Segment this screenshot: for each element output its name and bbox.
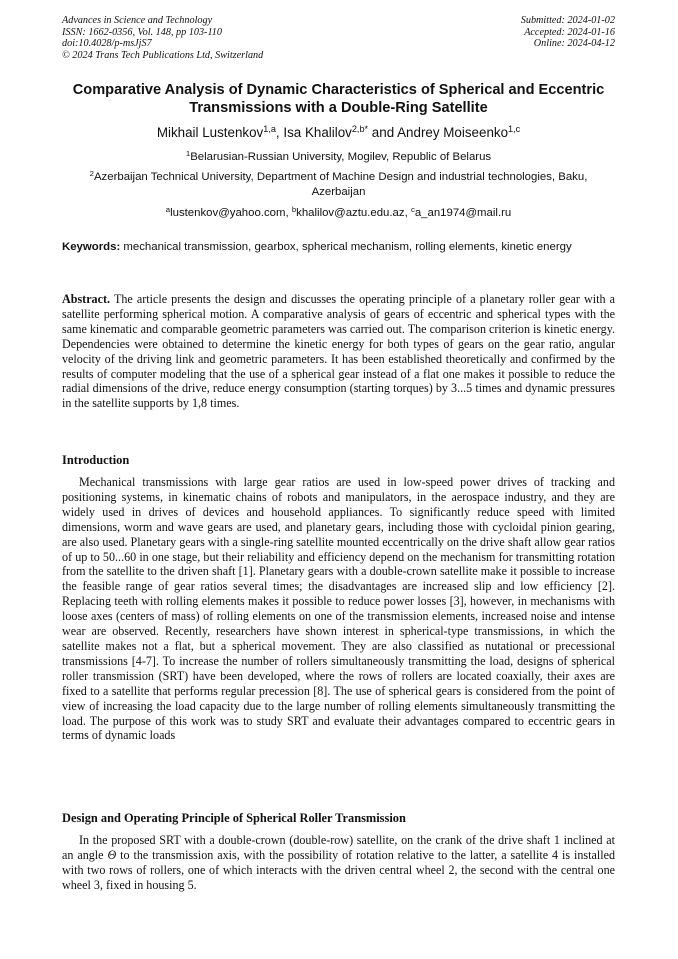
paper-title: Comparative Analysis of Dynamic Characteristics of Spherical and Eccentric Transmissions with a Double-Ring Satellite xyxy=(72,82,605,116)
design-text-part-2: to the transmission axis, with the possibility of rotation relative to the latter, a satellite 4 is installed with two rows of rollers, one of which interacts with the driven central wheel 2, the second with the central one wheel 3, fixed in housing 5. xyxy=(62,847,615,892)
author-separator: and xyxy=(368,125,398,140)
author-separator: , xyxy=(275,125,284,140)
email-address[interactable]: a_an1974@mail.ru xyxy=(414,207,512,219)
email-separator: , xyxy=(404,207,411,219)
affiliation-mark: 2 xyxy=(89,168,94,178)
abstract-text: The article presents the design and discusses the operating principle of a planetary roller gear with a satellite performing spherical motion. A comparative analysis of gears of eccentric and spherical types with the same kinematic and comparable geometric parameters was carried out. The comparison criterion is kinetic energy. Dependencies were obtained to determine the kinetic energy for both types of gears on the gear ratio, angular velocity of the driving link and geometric parameters. It has been established theoretically and confirmed by the results of computer modeling that the use of a spherical gear instead of a flat one makes it possible to reduce the radial dimensions of the drive, reduce energy consumption (starting torques) by 3...5 times and dynamic pressures in the satellite supports by 1,8 times. xyxy=(62,292,615,411)
email-mark: b xyxy=(291,204,297,214)
email-address[interactable]: lustenkov@yahoo.com xyxy=(170,207,286,219)
keywords-text: mechanical transmission, gearbox, spherical mechanism, rolling elements, kinetic energy xyxy=(123,241,572,253)
author-name: Isa Khalilov xyxy=(283,125,352,140)
online-date: Online: 2024-04-12 xyxy=(533,38,615,50)
journal-header-right xyxy=(521,15,615,50)
affiliation-text: Azerbaijan Technical University, Department of Machine Design and industrial technologies, Baku, Azerbaijan xyxy=(93,171,588,198)
author-name: Mikhail Lustenkov xyxy=(156,125,264,140)
doi-line: doi:10.4028/p-msJjS7 xyxy=(62,38,152,50)
author-emails xyxy=(62,206,615,221)
author-list xyxy=(62,124,615,141)
issn-line: ISSN: 1662-0356, Vol. 148, pp 103-110 xyxy=(62,26,222,38)
theta-symbol: Θ xyxy=(107,847,117,862)
email-mark: a xyxy=(165,204,171,214)
author-name: Andrey Moiseenko xyxy=(397,125,509,140)
design-paragraph xyxy=(62,833,615,893)
introduction-paragraph: Mechanical transmissions with large gear ratios are used in low-speed power drives of tracking and positioning systems, in kinematic chains of robots and manipulators, in the aerospace industry, and they are widely used in drives of devices and household appliances. To significantly reduce speed with limited dimensions, worm and wave gears are used, and planetary gears, including those with cycloidal pinion gearing, are also used. Planetary gears with a single-ring satellite mounted eccentrically on the drive shaft allow gear ratios of up to 50...60 in one stage, but their reliability and efficiency depend on the mechanism for transmitting rotation from the satellite to the driven shaft [1]. Planetary gears with a double-crown satellite make it possible to increase the feasible range of gear ratios several times; the disadvantages are increased slip and low efficiency [2]. Replacing teeth with rolling elements makes it possible to reduce power losses [3], however, in mechanisms with loose axes (centers of mass) of rolling elements on one of the transmission elements, increased noise and intense wear are observed. Recently, researchers have shown interest in spherical-type transmissions, in which the satellite makes not a flat, but a spherical movement. They are also classified as nutational or precessional transmissions [4-7]. To increase the number of rollers simultaneously transmitting the load, designs of spherical roller transmission (SRT) have been developed, where the rows of rollers are located coaxially, their axes are fixed to a satellite that performs regular precession [8]. The use of spherical gears is considered from the point of view of increasing the load capacity due to the large number of rolling elements simultaneously transmitting the load. The purpose of this work was to study SRT and evaluate their advantages compared to eccentric gears in terms of dynamic loads xyxy=(62,475,615,743)
design-text-part-1: In the proposed SRT with a double-crown (double-row) satellite, on the crank of the drive shaft 1 inclined at an angle xyxy=(62,833,615,862)
author-affiliation-mark: 1,a xyxy=(263,124,276,134)
design-section-heading: Design and Operating Principle of Spherical Roller Transmission xyxy=(62,811,406,825)
author-affiliation-mark: 1,c xyxy=(508,124,521,134)
keywords-paragraph xyxy=(62,240,615,254)
affiliation-text: Belarusian-Russian University, Mogilev, Republic of Belarus xyxy=(190,151,492,163)
journal-header-left xyxy=(62,15,263,61)
submitted-date: Submitted: 2024-01-02 xyxy=(520,15,615,26)
affiliation-2 xyxy=(62,170,615,200)
journal-name: Advances in Science and Technology xyxy=(62,15,213,26)
copyright-line: © 2024 Trans Tech Publications Ltd, Switzerland xyxy=(62,49,264,61)
abstract-paragraph xyxy=(62,292,615,411)
email-separator: , xyxy=(285,207,292,219)
introduction-heading: Introduction xyxy=(62,453,130,467)
keywords-label: Keywords: xyxy=(62,241,121,253)
affiliation-1 xyxy=(62,150,615,165)
email-mark: c xyxy=(410,204,415,214)
abstract-label: Abstract. xyxy=(62,292,111,306)
email-address[interactable]: khalilov@aztu.edu.az xyxy=(296,207,405,219)
author-affiliation-mark: 2,b* xyxy=(351,124,369,134)
affiliation-mark: 1 xyxy=(185,148,191,158)
accepted-date: Accepted: 2024-01-16 xyxy=(524,26,615,38)
